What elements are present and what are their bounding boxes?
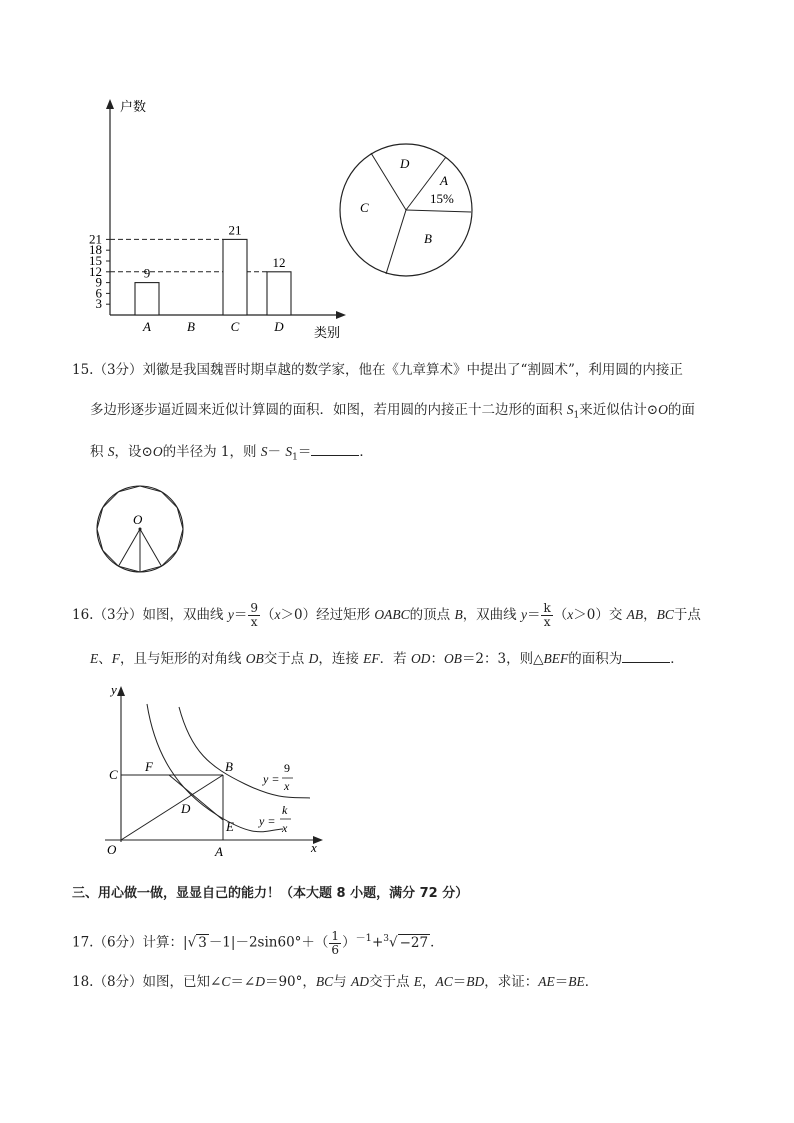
bar-category-label-d: D bbox=[274, 319, 284, 334]
fig16-label-o: O bbox=[107, 842, 117, 857]
pie-label-b: B bbox=[424, 231, 432, 246]
q16-y-2: y bbox=[520, 607, 527, 622]
q16-cond-open: （ bbox=[261, 607, 275, 623]
bar-category-label-b: B bbox=[187, 319, 195, 334]
bar-category-label-c: C bbox=[230, 319, 240, 334]
q18-text-e: 交于点 bbox=[368, 974, 414, 990]
pie-label-a-percent: 15% bbox=[430, 191, 454, 206]
bar-d bbox=[267, 272, 291, 315]
fig16-label-a: A bbox=[215, 844, 223, 859]
bar-value-label-c: 21 bbox=[228, 222, 242, 238]
pie-divider-b-c bbox=[386, 210, 406, 274]
q16-frac1-num: 9 bbox=[250, 601, 258, 615]
q16-eq: ＝ bbox=[233, 607, 248, 623]
q16-cond-b: ＞0）经过矩形 bbox=[280, 607, 375, 623]
q16-comma: ， bbox=[643, 607, 657, 623]
q16-text-a: 16.（3分）如图，双曲线 bbox=[72, 607, 228, 623]
dodecagon-radius-3 bbox=[140, 529, 162, 566]
curve2-label-y: y = bbox=[259, 814, 276, 828]
q17-sqrt3-value: 3 bbox=[198, 934, 207, 951]
q16-line1 bbox=[72, 598, 701, 632]
q15-line2 bbox=[90, 401, 695, 425]
section-3-heading: 三、用心做一做，显显自己的能力！（本大题 8 小题，满分 72 分） bbox=[72, 886, 469, 901]
fig16-label-b: B bbox=[225, 759, 233, 774]
q18-text-a: 18.（8分）如图，已知∠ bbox=[72, 974, 222, 990]
bar-y-tick-label: 3 bbox=[95, 296, 102, 312]
q15-line3-end: ． bbox=[359, 444, 373, 460]
q18-angle-c: C bbox=[221, 974, 231, 989]
q17-sqrt3: √ 3 bbox=[187, 934, 207, 951]
q18-angle-d: D bbox=[255, 974, 265, 989]
q15-line1-text: 15.（3分）刘徽是我国魏晋时期卓越的数学家，他在《九章算术》中提出了“割圆术”，利用圆的内接正 bbox=[72, 362, 683, 378]
pie-label-a: A bbox=[440, 173, 448, 188]
q17-frac-1-over-6 bbox=[329, 930, 341, 957]
fig16-label-y: y bbox=[111, 682, 117, 697]
q16-answer-blank[interactable] bbox=[622, 650, 670, 663]
fig16-label-f: F bbox=[145, 759, 153, 774]
q16-x-2: x bbox=[567, 607, 574, 622]
q16-text-k: 的面积为 bbox=[568, 651, 623, 667]
q16-text-g: 交于点 bbox=[263, 651, 309, 667]
q17-mid: －1|－2sin60°＋（ bbox=[208, 934, 329, 951]
q15-s1: S bbox=[566, 402, 574, 417]
fig16-label-d: D bbox=[181, 801, 191, 816]
q17-root-index: 3 bbox=[383, 934, 389, 944]
curve1-label-y: y = bbox=[263, 772, 280, 786]
dodecagon-center-dot bbox=[139, 528, 142, 531]
curve1-label-den: x bbox=[284, 779, 290, 793]
q16-text-b: 的顶点 bbox=[409, 607, 455, 623]
q16-ab: AB bbox=[626, 607, 644, 622]
bar-y-tick-label: 9 bbox=[95, 274, 102, 290]
bar-value-label-d: 12 bbox=[272, 254, 286, 270]
q16-period: ． bbox=[670, 651, 684, 667]
bar-chart-y-arrow bbox=[106, 99, 114, 109]
q16-frac2-den: x bbox=[543, 615, 551, 629]
q15-line3-text-c: 的半径为 1，则 bbox=[162, 444, 261, 460]
q16-eq-2: ＝ bbox=[526, 607, 541, 623]
bar-a bbox=[135, 283, 159, 315]
fig16-y-arrow bbox=[117, 686, 125, 696]
q16-frac2-num: k bbox=[543, 601, 551, 615]
q17-close-paren: ） bbox=[342, 934, 356, 951]
q16-text-c: ，双曲线 bbox=[462, 607, 521, 623]
q15-s1-sub-2: 1 bbox=[292, 452, 298, 463]
q18-text-c: ＝90°， bbox=[264, 974, 316, 990]
bar-y-tick-label: 18 bbox=[89, 242, 102, 258]
q16-bef: BEF bbox=[543, 651, 569, 666]
q18-ad: AD bbox=[350, 974, 369, 989]
bar-chart-x-arrow bbox=[336, 311, 346, 319]
q15-line2-text-c: 的面 bbox=[667, 402, 695, 418]
q15-line2-text-a: 多边形逐步逼近圆来近似计算圆的面积．如图，若用圆的内接正十二边形的面积 bbox=[90, 402, 567, 418]
q16-sep: 、 bbox=[98, 651, 112, 667]
q18-point-e: E bbox=[413, 974, 422, 989]
q15-line3-text-a: 积 bbox=[90, 444, 108, 460]
q17-cube-root: √ −27 bbox=[388, 934, 429, 951]
q18-text-b: ＝∠ bbox=[230, 974, 256, 990]
q15-s1-2: S bbox=[285, 444, 293, 459]
q16-x: x bbox=[274, 607, 281, 622]
q17-line bbox=[72, 922, 444, 956]
q15-o-2: O bbox=[152, 444, 163, 459]
pie-label-d: D bbox=[400, 156, 410, 171]
q16-frac1-den: x bbox=[250, 615, 258, 629]
dodecagon-figure bbox=[93, 483, 187, 575]
pie-chart bbox=[336, 140, 476, 280]
bar-category-label-a: A bbox=[143, 319, 151, 334]
q16-point-f: F bbox=[111, 651, 120, 666]
bar-y-tick-label: 21 bbox=[89, 231, 102, 247]
curve2-label-den: x bbox=[282, 821, 288, 835]
q18-bc: BC bbox=[315, 974, 334, 989]
q16-od: OD bbox=[410, 651, 431, 666]
bar-c bbox=[223, 239, 247, 315]
q18-text-f: ， bbox=[422, 974, 436, 990]
fig16-label-e: E bbox=[226, 819, 234, 834]
q15-answer-blank[interactable] bbox=[311, 443, 359, 456]
bar-value-label-a: 9 bbox=[143, 265, 151, 281]
q16-text-d: ＞0）交 bbox=[573, 607, 627, 623]
curve1-label-num: 9 bbox=[284, 761, 290, 775]
q17-end: ． bbox=[430, 934, 444, 951]
fig16-label-x: x bbox=[311, 840, 317, 855]
q17-exponent: －1 bbox=[355, 933, 372, 944]
fig16-label-c: C bbox=[109, 767, 118, 782]
q18-text-j: ． bbox=[584, 974, 599, 990]
bar-chart bbox=[80, 95, 350, 345]
q16-point-b: B bbox=[454, 607, 463, 622]
curve-9-over-x bbox=[179, 707, 310, 798]
q16-text-i: ．若 bbox=[379, 651, 411, 667]
q18-text-i: ＝ bbox=[554, 974, 569, 990]
bar-y-tick-label: 12 bbox=[89, 263, 102, 279]
q18-ac: AC bbox=[435, 974, 453, 989]
q16-text-f: ，且与矩形的对角线 bbox=[120, 651, 246, 667]
q15-line3 bbox=[90, 443, 373, 467]
q17-frac-num: 1 bbox=[331, 928, 340, 943]
bar-chart-xlabel: 类别 bbox=[314, 325, 341, 340]
q16-bc: BC bbox=[656, 607, 674, 622]
q16-point-e: E bbox=[90, 651, 99, 666]
q15-line2-text-b: 来近似估计⊙ bbox=[579, 402, 659, 418]
q17-frac-den: 6 bbox=[331, 942, 340, 957]
q16-cond-open-2: （ bbox=[553, 607, 568, 623]
q16-oabc: OABC bbox=[374, 607, 410, 622]
q17-radicand: −27 bbox=[399, 934, 429, 951]
q16-text-e: 于点 bbox=[673, 607, 701, 623]
q16-text-h: ，连接 bbox=[318, 651, 364, 667]
q16-text-j: ＝2：3，则△ bbox=[461, 651, 544, 667]
q16-y: y bbox=[227, 607, 234, 622]
q15-line3-text-e: ＝ bbox=[297, 444, 312, 460]
q15-line3-text-d: － bbox=[267, 444, 286, 460]
pie-divider-a-b bbox=[406, 210, 471, 212]
q18-text-g: ＝ bbox=[452, 974, 467, 990]
q18-text-h: ，求证： bbox=[484, 974, 539, 990]
q16-frac-9-over-x bbox=[248, 602, 260, 629]
q16-ob: OB bbox=[245, 651, 264, 666]
q15-s-2: S bbox=[260, 444, 268, 459]
hyperbola-figure bbox=[95, 682, 335, 860]
q18-be: BE bbox=[568, 974, 585, 989]
q17-plus: + bbox=[371, 934, 384, 951]
dodecagon-center-label: O bbox=[133, 512, 143, 527]
curve-k-over-x bbox=[147, 704, 283, 832]
q15-line3-text-b: ，设⊙ bbox=[114, 444, 153, 460]
bar-y-tick-label: 15 bbox=[89, 253, 102, 268]
pie-label-c: C bbox=[360, 200, 369, 215]
q16-frac-k-over-x bbox=[541, 602, 552, 629]
q16-point-d: D bbox=[308, 651, 319, 666]
curve2-label-num: k bbox=[282, 803, 288, 817]
bar-chart-ylabel: 户数 bbox=[120, 99, 147, 114]
q17-prefix: 17.（6分）计算：| bbox=[72, 934, 188, 951]
q16-line2 bbox=[90, 650, 684, 668]
q15-line1 bbox=[72, 361, 683, 379]
q16-ob-2: OB bbox=[443, 651, 462, 666]
q18-ae: AE bbox=[538, 974, 555, 989]
q18-bd: BD bbox=[466, 974, 485, 989]
dodecagon-radius-1 bbox=[119, 529, 141, 566]
q15-s1-sub: 1 bbox=[573, 410, 580, 421]
q16-ef: EF bbox=[363, 651, 380, 666]
q18-line bbox=[72, 973, 598, 991]
q15-o: O bbox=[658, 402, 668, 417]
q15-s: S bbox=[107, 444, 115, 459]
q16-colon: ： bbox=[430, 651, 444, 667]
bar-y-tick-label: 6 bbox=[95, 285, 102, 301]
q18-text-d: 与 bbox=[333, 974, 351, 990]
